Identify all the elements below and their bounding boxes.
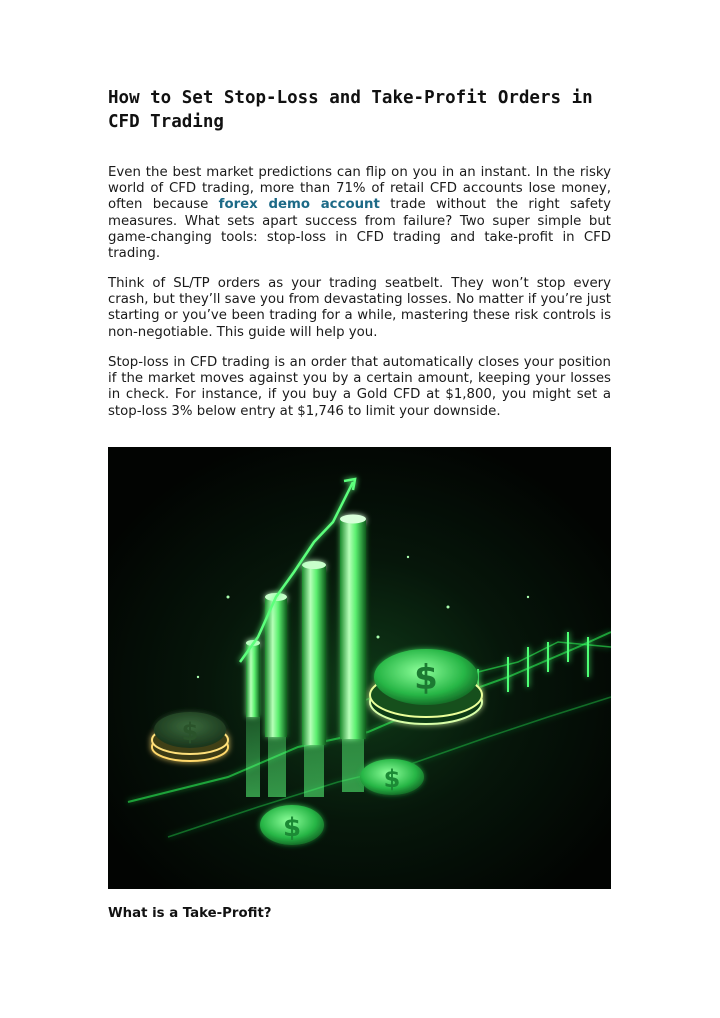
coin-stack-right [370,649,482,724]
forex-demo-account-link[interactable]: forex demo account [218,197,380,213]
dollar-sign-icon: $ [383,765,401,793]
take-profit-heading: What is a Take-Profit? [108,906,272,921]
coin-single-middle [360,759,424,795]
trading-growth-image [108,447,611,889]
article-title: How to Set Stop-Loss and Take-Profit Orders in CFD Trading [108,88,593,132]
stop-loss-paragraph: Stop-loss in CFD trading is an order that automatically closes your position if the market moves against you by a certain amount, keeping your losses in check. For instance, if you buy a Gold CFD at $1,800, you might set a stop-loss 3% below entry at $1,746 to limit your downside. [108,355,611,419]
dollar-sign-icon: $ [181,718,199,746]
coin-stack-left [152,712,228,761]
coin-single-front [260,805,324,845]
intro-text-end: trade without the right safety measures. What sets apart success from failure? Two super simple but game-changing tools: stop-loss in CFD trading and take-profit in CFD trading. [108,197,611,262]
seatbelt-paragraph: Think of SL/TP orders as your trading seatbelt. They won’t stop every crash, but they’ll save you from devastating losses. No matter if you’re just starting or you’ve been trading for a while, mastering these risk controls is non-negotiable. This guide will help you. [108,276,611,340]
glowing-chart-illustration [108,447,611,889]
dollar-sign-icon: $ [282,813,302,843]
intro-paragraph [108,165,611,262]
intro-text-start: Even the best market predictions can flip on you in an instant. In the risky world of CFD trading, more than 71% of retail CFD accounts lose money, often because [108,165,611,213]
dollar-sign-icon: $ [414,658,438,698]
